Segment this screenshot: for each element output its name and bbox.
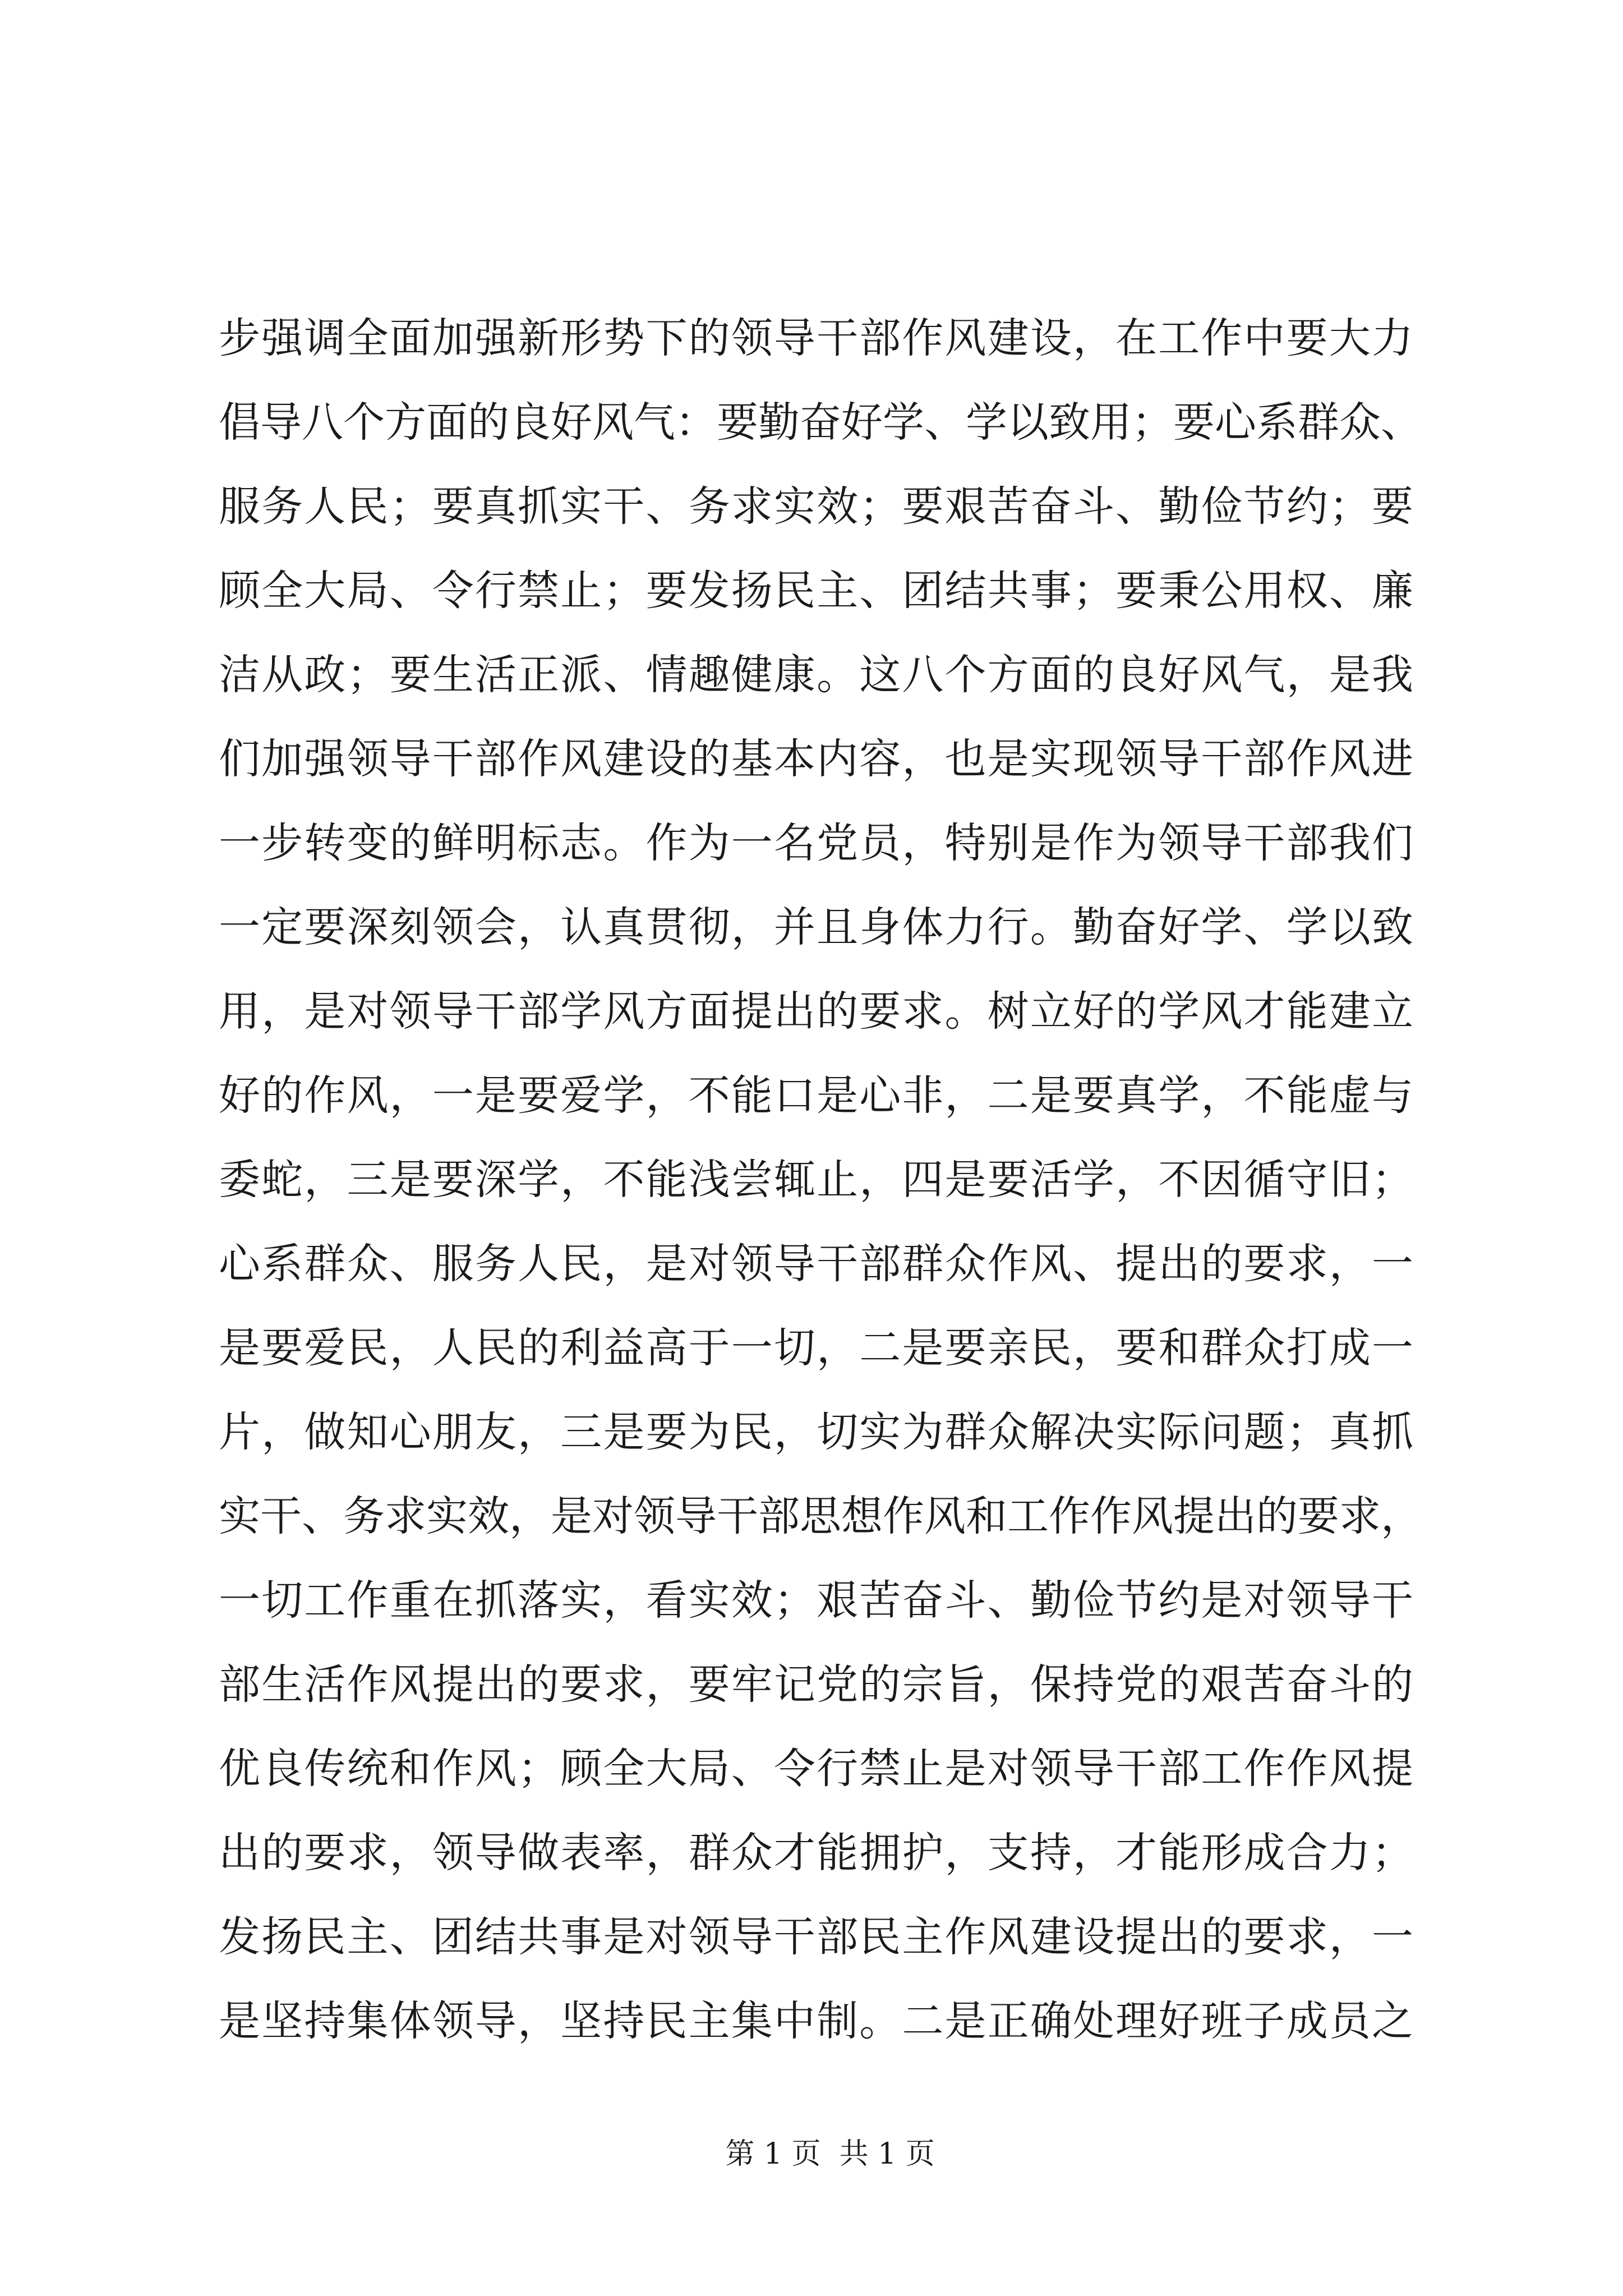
body-text: [219, 296, 1422, 2063]
text-line: 委蛇，三是要深学，不能浅尝辄止，四是要活学，不因循守旧；: [219, 1156, 1413, 1204]
text-line: 实干、务求实效，是对领导干部思想作风和工作作风提出的要求，: [219, 1492, 1422, 1540]
text-line: 片，做知心朋友，三是要为民，切实为群众解决实际问题；真抓: [219, 1408, 1413, 1456]
page-footer: [0, 2087, 1623, 2221]
text-line: 优良传统和作风；顾全大局、令行禁止是对领导干部工作作风提: [219, 1745, 1413, 1793]
text-line: 心系群众、服务人民，是对领导干部群众作风、提出的要求，一: [219, 1240, 1413, 1288]
page-number-label: 第 1 页 共 1 页: [725, 2137, 935, 2171]
text-line: 是坚持集体领导，坚持民主集中制。二是正确处理好班子成员之: [219, 1997, 1413, 2045]
text-line: 一步转变的鲜明标志。作为一名党员，特别是作为领导干部我们: [219, 819, 1413, 867]
text-line: 们加强领导干部作风建设的基本内容，也是实现领导干部作风进: [219, 735, 1413, 783]
text-line: 好的作风，一是要爱学，不能口是心非，二是要真学，不能虚与: [219, 1071, 1413, 1120]
text-line: 发扬民主、团结共事是对领导干部民主作风建设提出的要求，一: [219, 1913, 1413, 1961]
text-line: 用，是对领导干部学风方面提出的要求。树立好的学风才能建立: [219, 987, 1413, 1036]
text-line: 倡导八个方面的良好风气：要勤奋好学、学以致用；要心系群众、: [219, 398, 1422, 447]
text-line: 出的要求，领导做表率，群众才能拥护，支持，才能形成合力；: [219, 1829, 1413, 1877]
text-line: 顾全大局、令行禁止；要发扬民主、团结共事；要秉公用权、廉: [219, 567, 1413, 615]
text-line: 部生活作风提出的要求，要牢记党的宗旨，保持党的艰苦奋斗的: [219, 1660, 1413, 1709]
text-line: 步强调全面加强新形势下的领导干部作风建设，在工作中要大力: [219, 314, 1413, 362]
text-line: 洁从政；要生活正派、情趣健康。这八个方面的良好风气，是我: [219, 651, 1413, 699]
text-line: 服务人民；要真抓实干、务求实效；要艰苦奋斗、勤俭节约；要: [219, 482, 1413, 531]
text-line: 是要爱民，人民的利益高于一切，二是要亲民，要和群众打成一: [219, 1324, 1413, 1372]
text-line: 一定要深刻领会，认真贯彻，并且身体力行。勤奋好学、学以致: [219, 903, 1413, 951]
text-line: 一切工作重在抓落实，看实效；艰苦奋斗、勤俭节约是对领导干: [219, 1576, 1413, 1625]
